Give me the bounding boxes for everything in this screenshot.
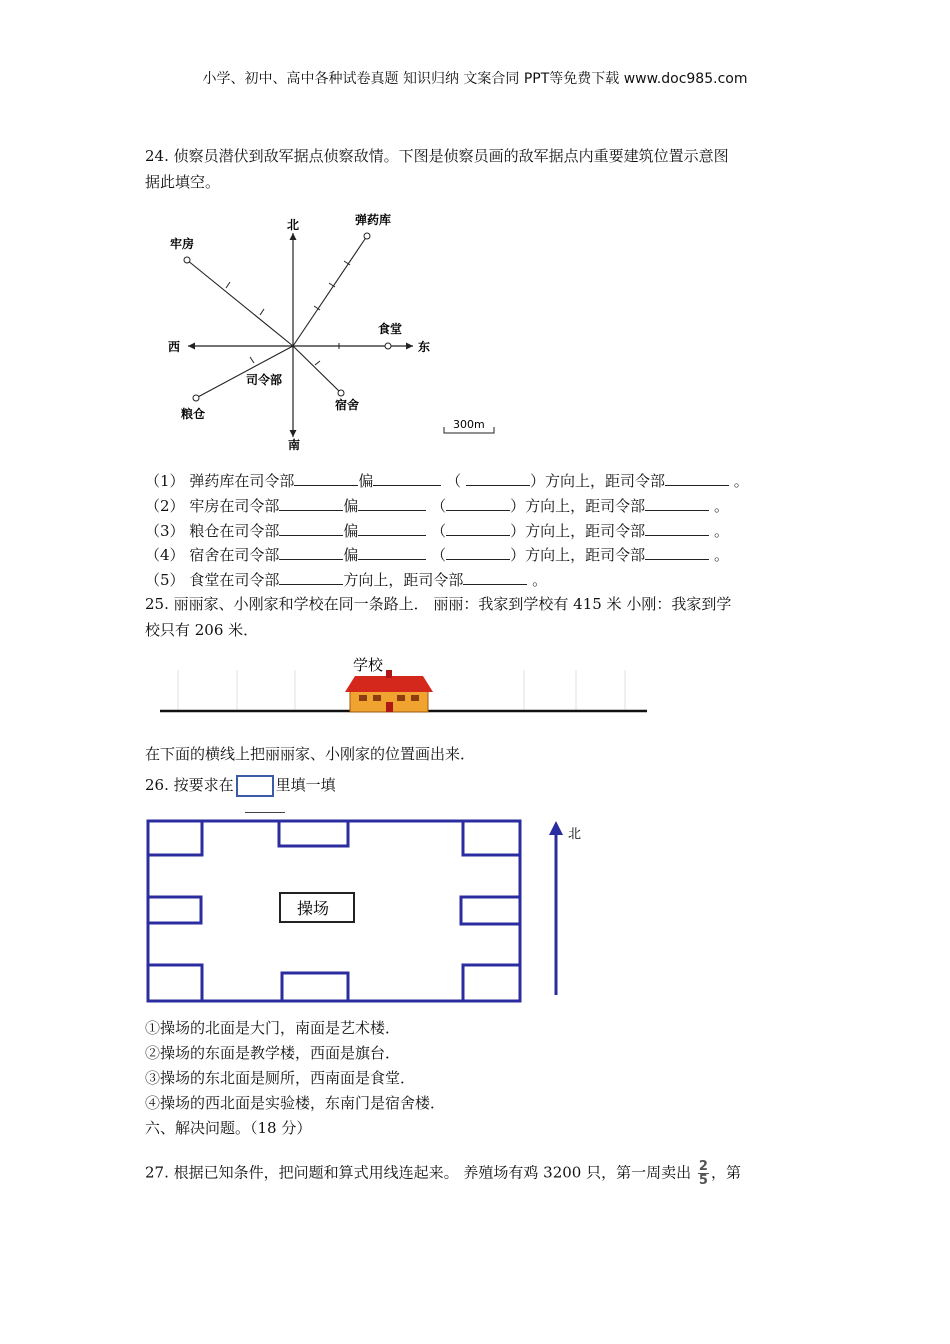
north-arrow-head — [549, 821, 563, 835]
blank-input[interactable] — [279, 544, 343, 560]
north-label: 北 — [287, 218, 300, 232]
page-header: 小学、初中、高中各种试卷真题 知识归纳 文案合同 PPT等免费下载 www.doc985.com — [202, 71, 748, 87]
dorm-point — [338, 390, 344, 396]
granary-label: 粮仓 — [181, 407, 206, 421]
prison-ray — [187, 260, 293, 346]
scale-label: 300m — [453, 418, 485, 431]
canteen-label: 食堂 — [378, 322, 403, 336]
q26-title: 26. 按要求在 里填一填 — [145, 773, 336, 798]
q27-line: 27. 根据已知条件，把问题和算式用线连起来。 养殖场有鸡 3200 只，第一周卖出 $\frac{2}{5}$ ，第 — [145, 1159, 741, 1188]
q26-clue-3: ③操场的东北面是厕所，西南面是食堂． — [145, 1069, 416, 1087]
blank-input[interactable] — [358, 544, 426, 560]
short-rule — [245, 812, 285, 813]
blank-input[interactable] — [373, 470, 441, 486]
answer-box-s[interactable] — [282, 973, 348, 1001]
blank-input[interactable] — [279, 520, 343, 536]
blank-input[interactable] — [463, 569, 527, 585]
dorm-label: 宿舍 — [335, 398, 360, 412]
q24-intro-line2: 据此填空。 — [145, 173, 221, 191]
blank-input[interactable] — [294, 470, 358, 486]
ammo-ray — [293, 236, 367, 346]
q24-direction-map — [150, 205, 510, 455]
granary-point — [193, 395, 199, 401]
answer-box-sample — [236, 775, 274, 797]
answer-box-se[interactable] — [463, 965, 520, 1001]
playground-label: 操场 — [297, 899, 330, 918]
answer-box-n[interactable] — [279, 821, 348, 846]
q25-line1: 25. 丽丽家、小刚家和学校在同一条路上． 丽丽：我家到学校有 415 米 小刚：我家到学 — [145, 595, 732, 613]
answer-box-e[interactable] — [461, 897, 520, 924]
q24-line-3: （3） 粮仓在司令部 偏 （ ）方向上，距司令部 。 — [145, 522, 729, 540]
dorm-ray — [293, 346, 341, 393]
north-label: 北 — [568, 827, 582, 842]
prison-point — [184, 257, 190, 263]
q25-line2: 校只有 206 米． — [145, 621, 259, 639]
blank-input[interactable] — [358, 495, 426, 511]
hq-label: 司令部 — [246, 373, 283, 387]
answer-box-nw[interactable] — [148, 821, 202, 855]
section-6-heading: 六、解决问题。（18 分） — [145, 1119, 312, 1137]
q25-instruction: 在下面的横线上把丽丽家、小刚家的位置画出来． — [145, 745, 476, 763]
blank-input[interactable] — [645, 495, 709, 511]
blank-input[interactable] — [645, 544, 709, 560]
blank-input[interactable] — [466, 470, 530, 486]
blank-input[interactable] — [446, 495, 510, 511]
q26-playground-diagram — [140, 815, 600, 1007]
south-label: 南 — [288, 438, 301, 452]
q24-line-1: （1） 弹药库在司令部 偏 （ ）方向上，距司令部 。 — [145, 472, 749, 490]
prison-label: 牢房 — [170, 237, 195, 251]
answer-box-ne[interactable] — [463, 821, 520, 855]
q26-clue-2: ②操场的东面是教学楼，西面是旗台． — [145, 1044, 401, 1062]
blank-input[interactable] — [446, 520, 510, 536]
blank-input[interactable] — [645, 520, 709, 536]
answer-box-w[interactable] — [148, 897, 201, 923]
west-label: 西 — [168, 340, 181, 354]
canteen-point — [385, 343, 391, 349]
fraction-two-fifths: $\frac{2}{5}$ — [698, 1159, 708, 1188]
east-label: 东 — [418, 340, 431, 354]
q24-line-4: （4） 宿舍在司令部 偏 （ ）方向上，距司令部 。 — [145, 546, 729, 564]
ammo-label: 弹药库 — [355, 213, 392, 227]
q24-line-2: （2） 牢房在司令部 偏 （ ）方向上，距司令部 。 — [145, 497, 729, 515]
q26-clue-1: ①操场的北面是大门，南面是艺术楼． — [145, 1019, 401, 1037]
granary-ray — [196, 346, 293, 398]
answer-box-sw[interactable] — [148, 965, 202, 1001]
blank-input[interactable] — [665, 470, 729, 486]
blank-input[interactable] — [279, 495, 343, 511]
ammo-point — [364, 233, 370, 239]
blank-input[interactable] — [279, 569, 343, 585]
blank-input[interactable] — [446, 544, 510, 560]
q25-road-diagram — [155, 652, 655, 722]
q24-line-5: （5） 食堂在司令部 方向上，距司令部 。 — [145, 571, 548, 589]
blank-input[interactable] — [358, 520, 426, 536]
q24-intro-line1: 24. 侦察员潜伏到敌军据点侦察敌情。下图是侦察员画的敌军据点内重要建筑位置示意图 — [145, 147, 729, 165]
school-label: 学校 — [353, 656, 384, 674]
school-icon — [345, 670, 433, 712]
q26-clue-4: ④操场的西北面是实验楼，东南门是宿舍楼． — [145, 1094, 446, 1112]
